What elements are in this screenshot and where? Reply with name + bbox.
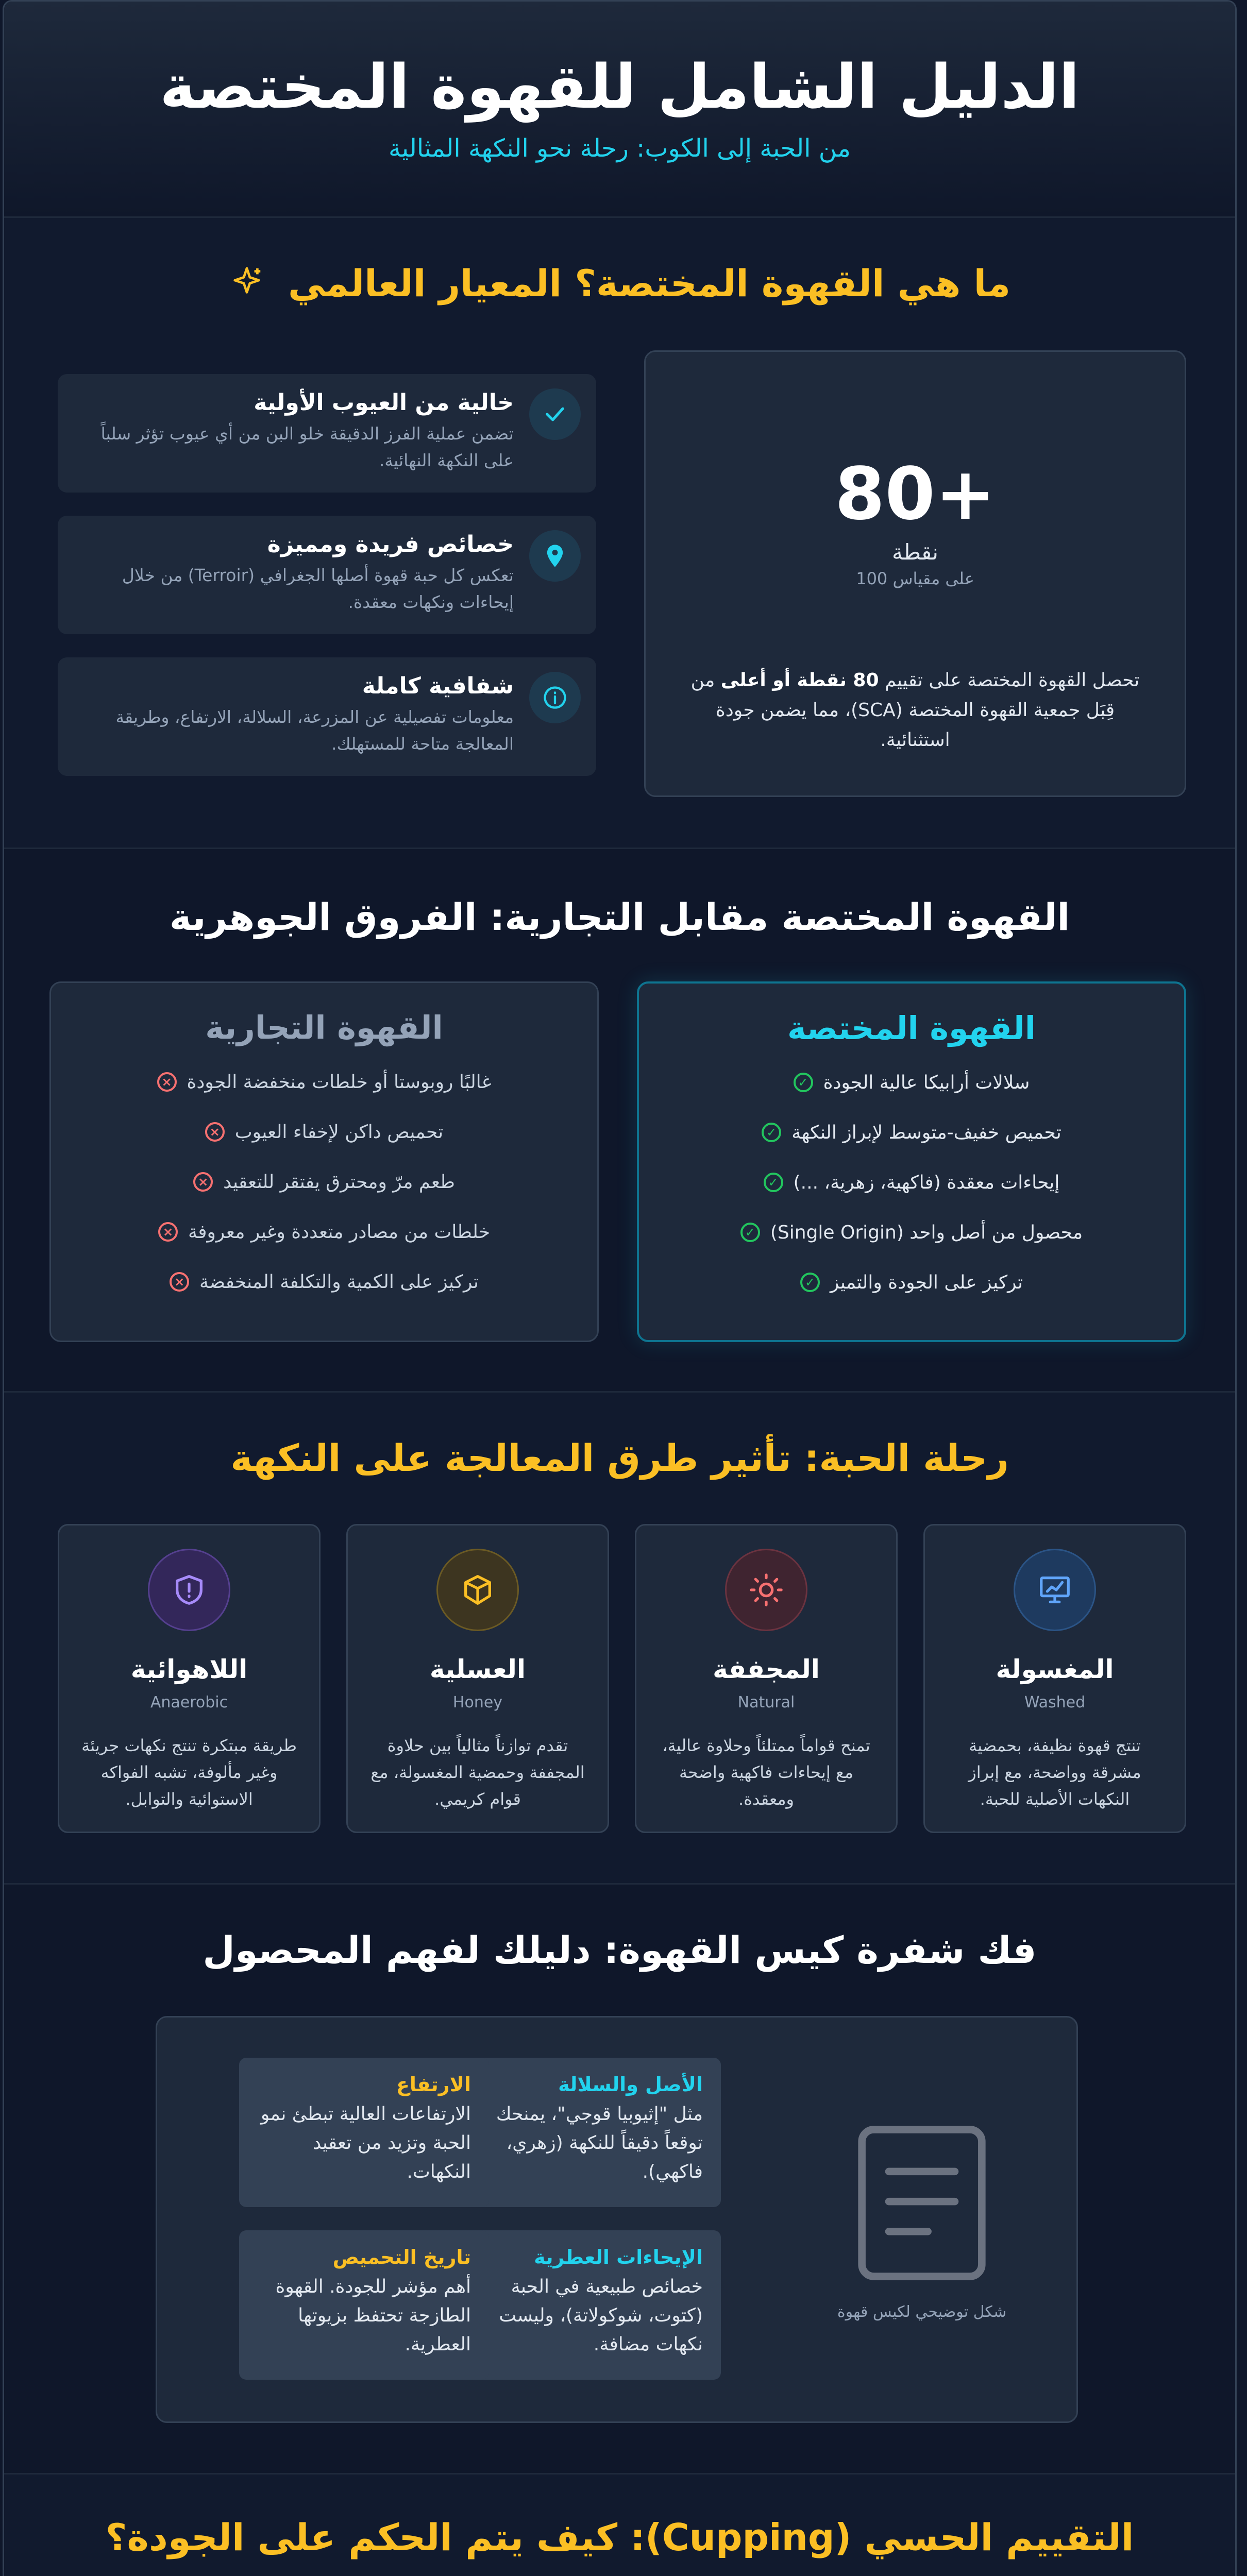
tile-text: خصائص طبيعية في الحبة (كتوت، شوكولاتة)، وليست نكهات مضافة. <box>499 2276 703 2355</box>
commercial-item: تركيز على الكمية والتكلفة المنخفضة × <box>51 1272 597 1322</box>
score-value: 80+ <box>834 452 996 536</box>
info-icon <box>529 672 581 723</box>
tile-title: الأصل والسلالة <box>558 2073 703 2096</box>
x-circle-icon: × <box>157 1072 177 1092</box>
specialty-item: سلالات أرابيكا عالية الجودة ✓ <box>639 1073 1184 1123</box>
process-card-washed <box>923 1524 1186 1833</box>
document-icon <box>845 2121 999 2285</box>
cupping-title: التقييم الحسي (Cupping): كيف يتم الحكم على الجودة؟ <box>105 2516 1134 2559</box>
process-en-name: Natural <box>737 1693 795 1711</box>
process-en-name: Washed <box>1024 1693 1086 1711</box>
feature-title: خصائص فريدة ومميزة <box>267 531 514 557</box>
bag-tile-roast-date <box>239 2230 489 2380</box>
check-circle-icon: ✓ <box>794 1073 813 1092</box>
check-circle-icon: ✓ <box>740 1223 760 1242</box>
commercial-item: خلطات من مصادر متعددة وغير معروفة × <box>51 1222 597 1272</box>
tile-title: تاريخ التحميص <box>332 2246 471 2268</box>
process-text: تنتج قهوة نظيفة، بحمضية مشرقة وواضحة، مع إبراز النكهات الأصلية للحبة. <box>968 1736 1141 1809</box>
process-card-anaerobic <box>58 1524 321 1833</box>
honey-box-icon <box>436 1549 519 1631</box>
specialty-item: تركيز على الجودة والتميز ✓ <box>639 1273 1184 1323</box>
feature-card <box>58 657 596 776</box>
processing-section <box>4 1393 1235 1885</box>
commercial-item: طعم مرّ ومحترق يفتقر للتعقيد × <box>51 1172 597 1222</box>
commercial-item: تحميص داكن لإخفاء العيوب × <box>51 1122 597 1172</box>
bag-tile-altitude <box>239 2058 489 2207</box>
score-label: نقطة <box>892 539 938 565</box>
feature-text: تضمن عملية الفرز الدقيقة خلو البن من أي عيوب تؤثر سلباً على النكهة النهائية. <box>100 423 514 470</box>
feature-card <box>58 374 596 493</box>
page-title: الدليل الشامل للقهوة المختصة <box>159 51 1080 122</box>
feature-text: معلومات تفصيلية عن المزرعة، السلالة، الارتفاع، وطريقة المعالجة متاحة للمستهلك. <box>115 707 514 754</box>
feature-text: تعكس كل حبة قهوة أصلها الجغرافي (Terroir) من خلال إيحاءات ونكهات معقدة. <box>122 565 514 612</box>
process-name: المجففة <box>713 1654 820 1684</box>
process-card-honey <box>346 1524 609 1833</box>
bag-title: فك شفرة كيس القهوة: دليلك لفهم المحصول <box>203 1928 1037 1972</box>
commercial-title: القهوة التجارية <box>205 1009 443 1046</box>
process-text: تقدم توازناً مثالياً بين حلاوة المجففة وحمضية المغسولة، مع قوام كريمي. <box>370 1736 585 1809</box>
commercial-item: غالبًا روبوستا أو خلطات منخفضة الجودة × <box>51 1072 597 1122</box>
process-name: العسلية <box>429 1654 526 1684</box>
process-en-name: Honey <box>452 1693 503 1711</box>
process-name: المغسولة <box>996 1654 1114 1684</box>
x-circle-icon: × <box>158 1222 178 1242</box>
sun-icon <box>725 1549 807 1631</box>
chart-presentation-icon <box>1014 1549 1096 1631</box>
check-circle-icon: ✓ <box>764 1173 783 1192</box>
bag-tile-notes <box>471 2230 721 2380</box>
x-circle-icon: × <box>205 1122 225 1142</box>
tile-title: الإيحاءات العطرية <box>534 2246 703 2268</box>
bag-section <box>4 1885 1235 2475</box>
tile-text: الارتفاعات العالية تبطئ نمو الحبة وتزيد من تعقيد النكهات. <box>260 2104 471 2182</box>
tile-text: مثل "إثيوبيا قوجي"، يمنحك توقعاً دقيقاً للنكهة (زهري، فاكهي). <box>496 2104 703 2182</box>
check-circle-icon: ✓ <box>762 1123 781 1142</box>
specialty-item: إيحاءات معقدة (فاكهية، زهرية، ...) ✓ <box>639 1173 1184 1223</box>
x-circle-icon: × <box>170 1272 189 1292</box>
page-frame <box>3 0 1237 2576</box>
compare-section <box>4 849 1235 1393</box>
feature-title: شفافية كاملة <box>362 673 514 699</box>
sparkles-icon <box>229 264 265 309</box>
process-name: اللاهوائية <box>130 1654 248 1684</box>
tile-title: الارتفاع <box>396 2073 471 2096</box>
score-card <box>644 350 1186 797</box>
feature-card <box>58 516 596 634</box>
feature-title: خالية من العيوب الأولية <box>254 389 514 416</box>
compare-title: القهوة المختصة مقابل التجارية: الفروق الجوهرية <box>169 895 1070 939</box>
process-card-natural <box>635 1524 898 1833</box>
cupping-section <box>4 2475 1235 2576</box>
bag-tile-origin <box>471 2058 721 2207</box>
location-pin-icon <box>529 530 581 582</box>
specialty-item: محصول من أصل واحد (Single Origin) ✓ <box>639 1223 1184 1273</box>
commercial-card <box>49 981 599 1342</box>
bag-illustration <box>808 2121 1035 2321</box>
process-text: تمنح قواماً ممتلئاً وحلاوة عالية، مع إيحاءات فاكهية واضحة ومعقدة. <box>662 1736 870 1809</box>
specialty-card <box>637 981 1186 1342</box>
specialty-item: تحميص خفيف-متوسط لإبراز النكهة ✓ <box>639 1123 1184 1173</box>
process-text: طريقة مبتكرة تنتج نكهات جريئة وغير مألوفة، تشبه الفواكه الاستوائية والتوابل. <box>81 1736 297 1809</box>
page-subtitle: من الحبة إلى الكوب: رحلة نحو النكهة المثالية <box>389 134 851 163</box>
processing-title: رحلة الحبة: تأثير طرق المعالجة على النكهة <box>230 1436 1009 1480</box>
what-is-title <box>4 218 1235 309</box>
check-icon <box>529 388 581 440</box>
process-en-name: Anaerobic <box>150 1693 228 1711</box>
shield-alert-icon <box>148 1549 230 1631</box>
specialty-title: القهوة المختصة <box>787 1009 1036 1047</box>
bag-card <box>156 2016 1078 2423</box>
page-header <box>4 2 1235 218</box>
score-scale: على مقياس 100 <box>856 569 974 588</box>
what-is-title-text: ما هي القهوة المختصة؟ المعيار العالمي <box>288 262 1011 305</box>
bag-caption: شكل توضيحي لكيس قهوة <box>837 2303 1007 2321</box>
tile-text: أهم مؤشر للجودة. القهوة الطازجة تحتفظ بزيوتها العطرية. <box>275 2276 471 2355</box>
what-is-section <box>4 218 1235 849</box>
check-circle-icon: ✓ <box>800 1273 820 1292</box>
x-circle-icon: × <box>193 1172 213 1192</box>
score-description: تحصل القهوة المختصة على تقييم 80 نقطة أو أعلى من قِبَل جمعية القهوة المختصة (SCA)، مما يضمن جودة استثنائية. <box>690 670 1140 751</box>
